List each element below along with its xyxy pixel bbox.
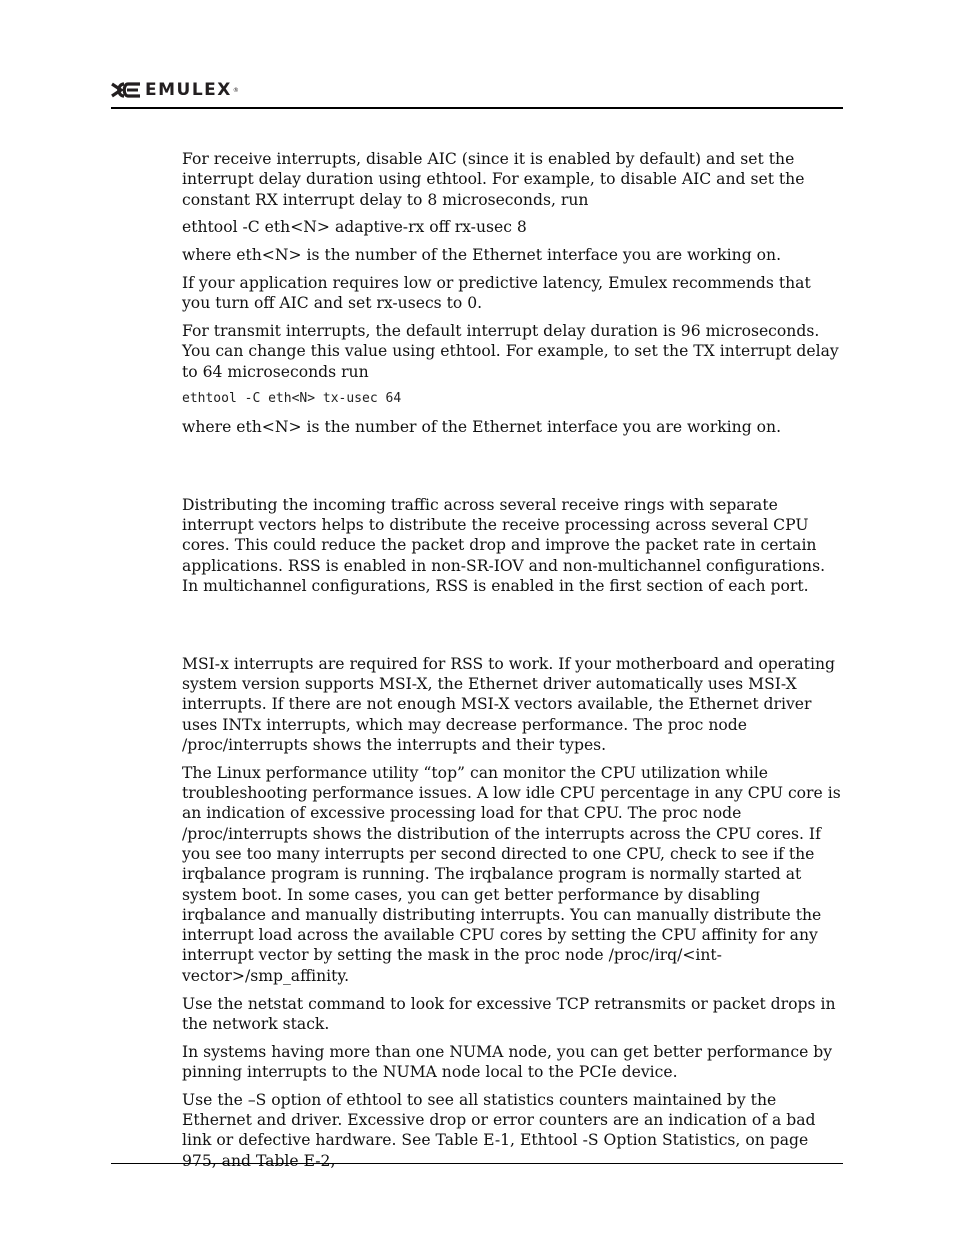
paragraph: MSI-x interrupts are required for RSS to work. If your motherboard and operating system version supports MSI-X, the Ethernet driver automatically uses MSI-X interrupts. If there are not enough MSI-X vectors available, the Ethernet driver uses INTx interrupts, which may decrease performance. The proc node /proc/interrupts shows the interrupts and their types. xyxy=(182,654,835,754)
paragraph: If your application requires low or predictive latency, Emulex recommends that you turn off AIC and set rx-usecs to 0. xyxy=(182,273,811,313)
paragraph: Distributing the incoming traffic across several receive rings with separate interrupt vectors helps to distribute the receive processing across several CPU cores. This could reduce the packet drop and improve the packet rate in certain applications. RSS is enabled in non-SR-IOV and non-multichannel configurations. In multichannel configurations, RSS is enabled in the first section of each port. xyxy=(182,495,826,595)
section-gap xyxy=(182,604,842,654)
section-gap xyxy=(182,445,842,495)
emulex-logo xyxy=(111,79,239,101)
paragraph: where eth<N> is the number of the Ethernet interface you are working on. xyxy=(182,417,782,436)
code-example: ethtool -C eth<N> adaptive-rx off rx-usec 8 xyxy=(182,218,527,237)
paragraph: For transmit interrupts, the default interrupt delay duration is 96 microseconds. You can change this value using ethtool. For example, to set the TX interrupt delay to 64 microseconds run xyxy=(182,322,839,381)
logo-wordmark: EMULEX xyxy=(145,80,232,100)
emulex-mark-icon xyxy=(111,81,141,99)
paragraph: Use the netstat command to look for excessive TCP retransmits or packet drops in the network stack. xyxy=(182,994,836,1033)
paragraph: The Linux performance utility “top” can monitor the CPU utilization while troubleshooting performance issues. A low idle CPU percentage in any CPU core is an indication of excessive processing load for that CPU. The proc node /proc/interrupts shows the distribution of the interrupts across the CPU cores. If you see too many interrupts per second directed to one CPU, check to see if the irqbalance program is running. The irqbalance program is normally started at system boot. In some cases, you can get better performance by disabling irqbalance and manually distributing interrupts. You can manually distribute the interrupt load across the available CPU cores by setting the CPU affinity for any interrupt vector by setting the mask in the proc node /proc/irq/<int-vector>/smp_affinity. xyxy=(182,763,841,985)
header-rule xyxy=(111,107,843,109)
paragraph: For receive interrupts, disable AIC (since it is enabled by default) and set the interrupt delay duration using ethtool. For example, to disable AIC and set the constant RX interrupt delay to 8 microseconds, run xyxy=(182,150,805,209)
body-text xyxy=(182,149,842,1178)
footer-rule xyxy=(111,1163,843,1164)
paragraph: where eth<N> is the number of the Ethernet interface you are working on. xyxy=(182,246,782,265)
paragraph: In systems having more than one NUMA node, you can get better performance by pinning interrupts to the NUMA node local to the PCIe device. xyxy=(182,1042,833,1081)
trademark-symbol: ® xyxy=(232,86,239,94)
paragraph: Use the –S option of ethtool to see all statistics counters maintained by the Ethernet and driver. Excessive drop or error counters are an indication of a bad link or defective hardware. See Table E-1, Ethtool -S Option Statistics, on page 975, and Table E-2, xyxy=(182,1090,816,1170)
code-example: ethtool -C eth<N> tx-usec 64 xyxy=(182,391,402,407)
